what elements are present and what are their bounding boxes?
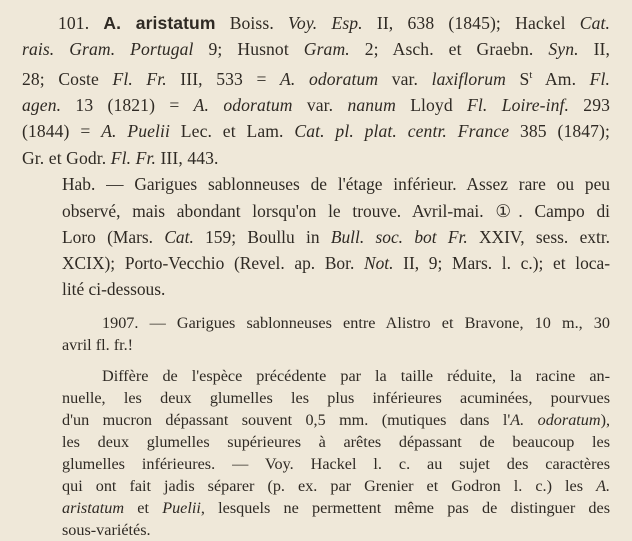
italic-text: A. Puelii [101, 121, 170, 142]
entry-line-6: Gr. et Godr. Fl. Fr. III, 443. [22, 147, 219, 168]
italic-text: Cat. pl. plat. centr. France [294, 121, 510, 142]
observation-line-2: avril fl. fr.! [62, 336, 134, 355]
italic-text: A. odoratum [510, 411, 601, 430]
observation-paragraph [22, 312, 610, 356]
species-entry [22, 10, 610, 171]
italic-text: Cat. [579, 13, 610, 33]
discussion-line-1: Diffère de l'espèce précédente par la taille réduite, la racine an- [102, 367, 610, 386]
observation-line-1: 1907. — Garigues sablonneuses entre Alistro et Bravone, 10 m., 30 [102, 314, 610, 333]
italic-text: Syn. [548, 39, 579, 60]
habitat-line-3: Loro (Mars. Cat. 159; Boullu in Bull. soc. bot Fr. XXIV, sess. extr. [62, 226, 610, 247]
italic-text: agen. [22, 95, 62, 116]
italic-text: Gram. [303, 39, 350, 60]
italic-text: rais. Gram. Portugal [22, 39, 194, 60]
discussion-line-8: sous-variétés. [62, 521, 151, 540]
entry-line-5: (1844) = A. Puelii Lec. et Lam. Cat. pl. plat. centr. France 385 (1847); [22, 121, 611, 142]
italic-text: Cat. [164, 226, 194, 247]
italic-text: Fl. Fr. [110, 147, 156, 168]
discussion-paragraph [22, 365, 610, 541]
discussion-line-7: aristatum et Puelii, lesquels ne permettent même pas de distinguer des [62, 499, 611, 518]
italic-text: Fl. Fr. [112, 68, 167, 89]
italic-text: Bull. soc. bot Fr. [330, 226, 468, 247]
entry-number: 101. [58, 13, 90, 33]
italic-text: aristatum [62, 499, 125, 518]
habitat-line-2: observé, mais abondant lorsqu'on le trouve. Avril-mai. ①. Campo di [62, 200, 610, 221]
italic-text: A. odoratum [280, 68, 379, 89]
italic-text: Voy. Esp. [288, 13, 363, 33]
discussion-line-5: glumelles inférieures. — Voy. Hackel l. c. au sujet des caractères [62, 455, 610, 474]
habitat-line-1: Hab. — Garigues sablonneuses de l'étage inférieur. Assez rare ou peu [62, 174, 610, 195]
superscript-text: t [529, 69, 533, 81]
habitat-paragraph [22, 171, 610, 302]
entry-line-1 [22, 10, 610, 36]
italic-text: Fl. [589, 68, 610, 89]
habitat-line-5: lité ci-dessous. [62, 279, 166, 300]
italic-text: A. [596, 477, 610, 496]
entry-line-2: rais. Gram. Portugal 9; Husnot Gram. 2; Asch. et Graebn. Syn. II, [22, 39, 611, 60]
italic-text: A. odoratum [193, 95, 293, 116]
entry-line-1-text: Boiss. Voy. Esp. II, 638 (1845); Hackel Cat. [229, 13, 610, 33]
species-name: A. aristatum [103, 13, 216, 33]
italic-text: Fl. Loire-inf. [467, 95, 569, 116]
entry-line-3: 28; Coste Fl. Fr. III, 533 = A. odoratum var. laxiflorum $S^t$ Am. Fl. [22, 68, 610, 89]
discussion-line-4: les deux glumelles supérieures à arêtes dépassant de beaucoup les [62, 433, 610, 452]
habitat-line-4: XCIX); Porto-Vecchio (Revel. ap. Bor. Not. II, 9; Mars. l. c.); et loca- [62, 252, 611, 273]
italic-text: Puelii [162, 499, 201, 518]
discussion-line-2: nuelle, les deux glumelles les plus inférieures acuminées, pourvues [62, 389, 610, 408]
discussion-line-6: qui ont fait jadis séparer (p. ex. par Grenier et Godron l. c.) les A. [62, 477, 610, 496]
italic-text: nanum [347, 95, 396, 116]
discussion-line-3: d'un mucron dépassant souvent 0,5 mm. (mutiques dans l'A. odoratum), [62, 411, 611, 430]
italic-text: laxiflorum [431, 68, 506, 89]
entry-line-4: agen. 13 (1821) = A. odoratum var. nanum Lloyd Fl. Loire-inf. 293 [22, 95, 610, 116]
italic-text: Not. [364, 252, 394, 273]
